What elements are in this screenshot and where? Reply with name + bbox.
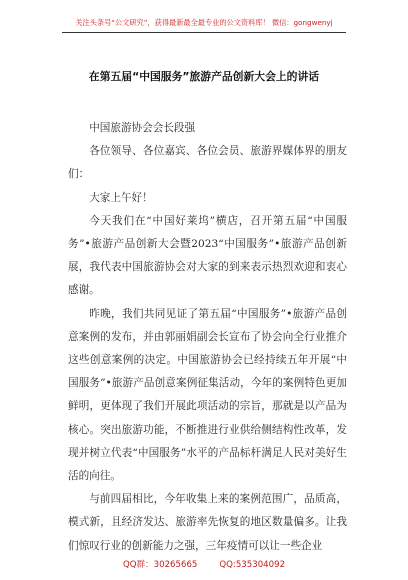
footer-qq-number: QQ:535304092 (219, 560, 286, 570)
author-line: 中国旅游协会会长段强 (89, 122, 196, 134)
document-title: 在第五届“中国服务”旅游产品创新大会上的讲话 (88, 70, 320, 83)
footer-contact (0, 558, 408, 570)
paragraph-greeting: 大家上午好！ (89, 191, 153, 204)
paragraph-review: 昨晚，我们共同见证了第五届“中国服务”•旅游产品创意案例的发布，并由郭丽娟副会长宣布了协会向全行业推介这些创意案例的决定。中国旅游协会已经持续五年开展“中国服务”•旅游产品创意案例征集活动，今年的案例特色更加鲜明，更体现了我们开展此项活动的宗旨，那就是以产品为核心。突出旅游功能，不断推进行业供给侧结构性改革，发现并树立代表“中国服务”水平的产品标杆满足人民对美好生活的向往。 (68, 307, 347, 483)
document-body (68, 117, 347, 558)
paragraph-opening: 今天我们在“中国好莱坞”横店，召开第五届“中国服务”•旅游产品创新大会暨2023“中国服务”•旅游产品创新展，我代表中国旅游协会对大家的到来表示热烈欢迎和衷心感谢。 (68, 214, 347, 297)
paragraph-salutation: 各位领导、各位嘉宾、各位会员、旅游界媒体界的朋友们： (68, 145, 347, 181)
header-divider (62, 32, 346, 33)
header-banner: 关注头条号“公文研究”，获得最新最全最专业的公文资料库！ 微信：gongwenyj (75, 18, 333, 27)
paragraph-comparison: 与前四届相比，今年收集上来的案例范围广，品质高，模式新，且经济发达、旅游率先恢复的地区数量偏多。让我们惊叹行业的创新能力之强，三年疫情可以让一些企业 (68, 493, 347, 552)
footer-qq-group: QQ群：30265665 (122, 560, 198, 570)
